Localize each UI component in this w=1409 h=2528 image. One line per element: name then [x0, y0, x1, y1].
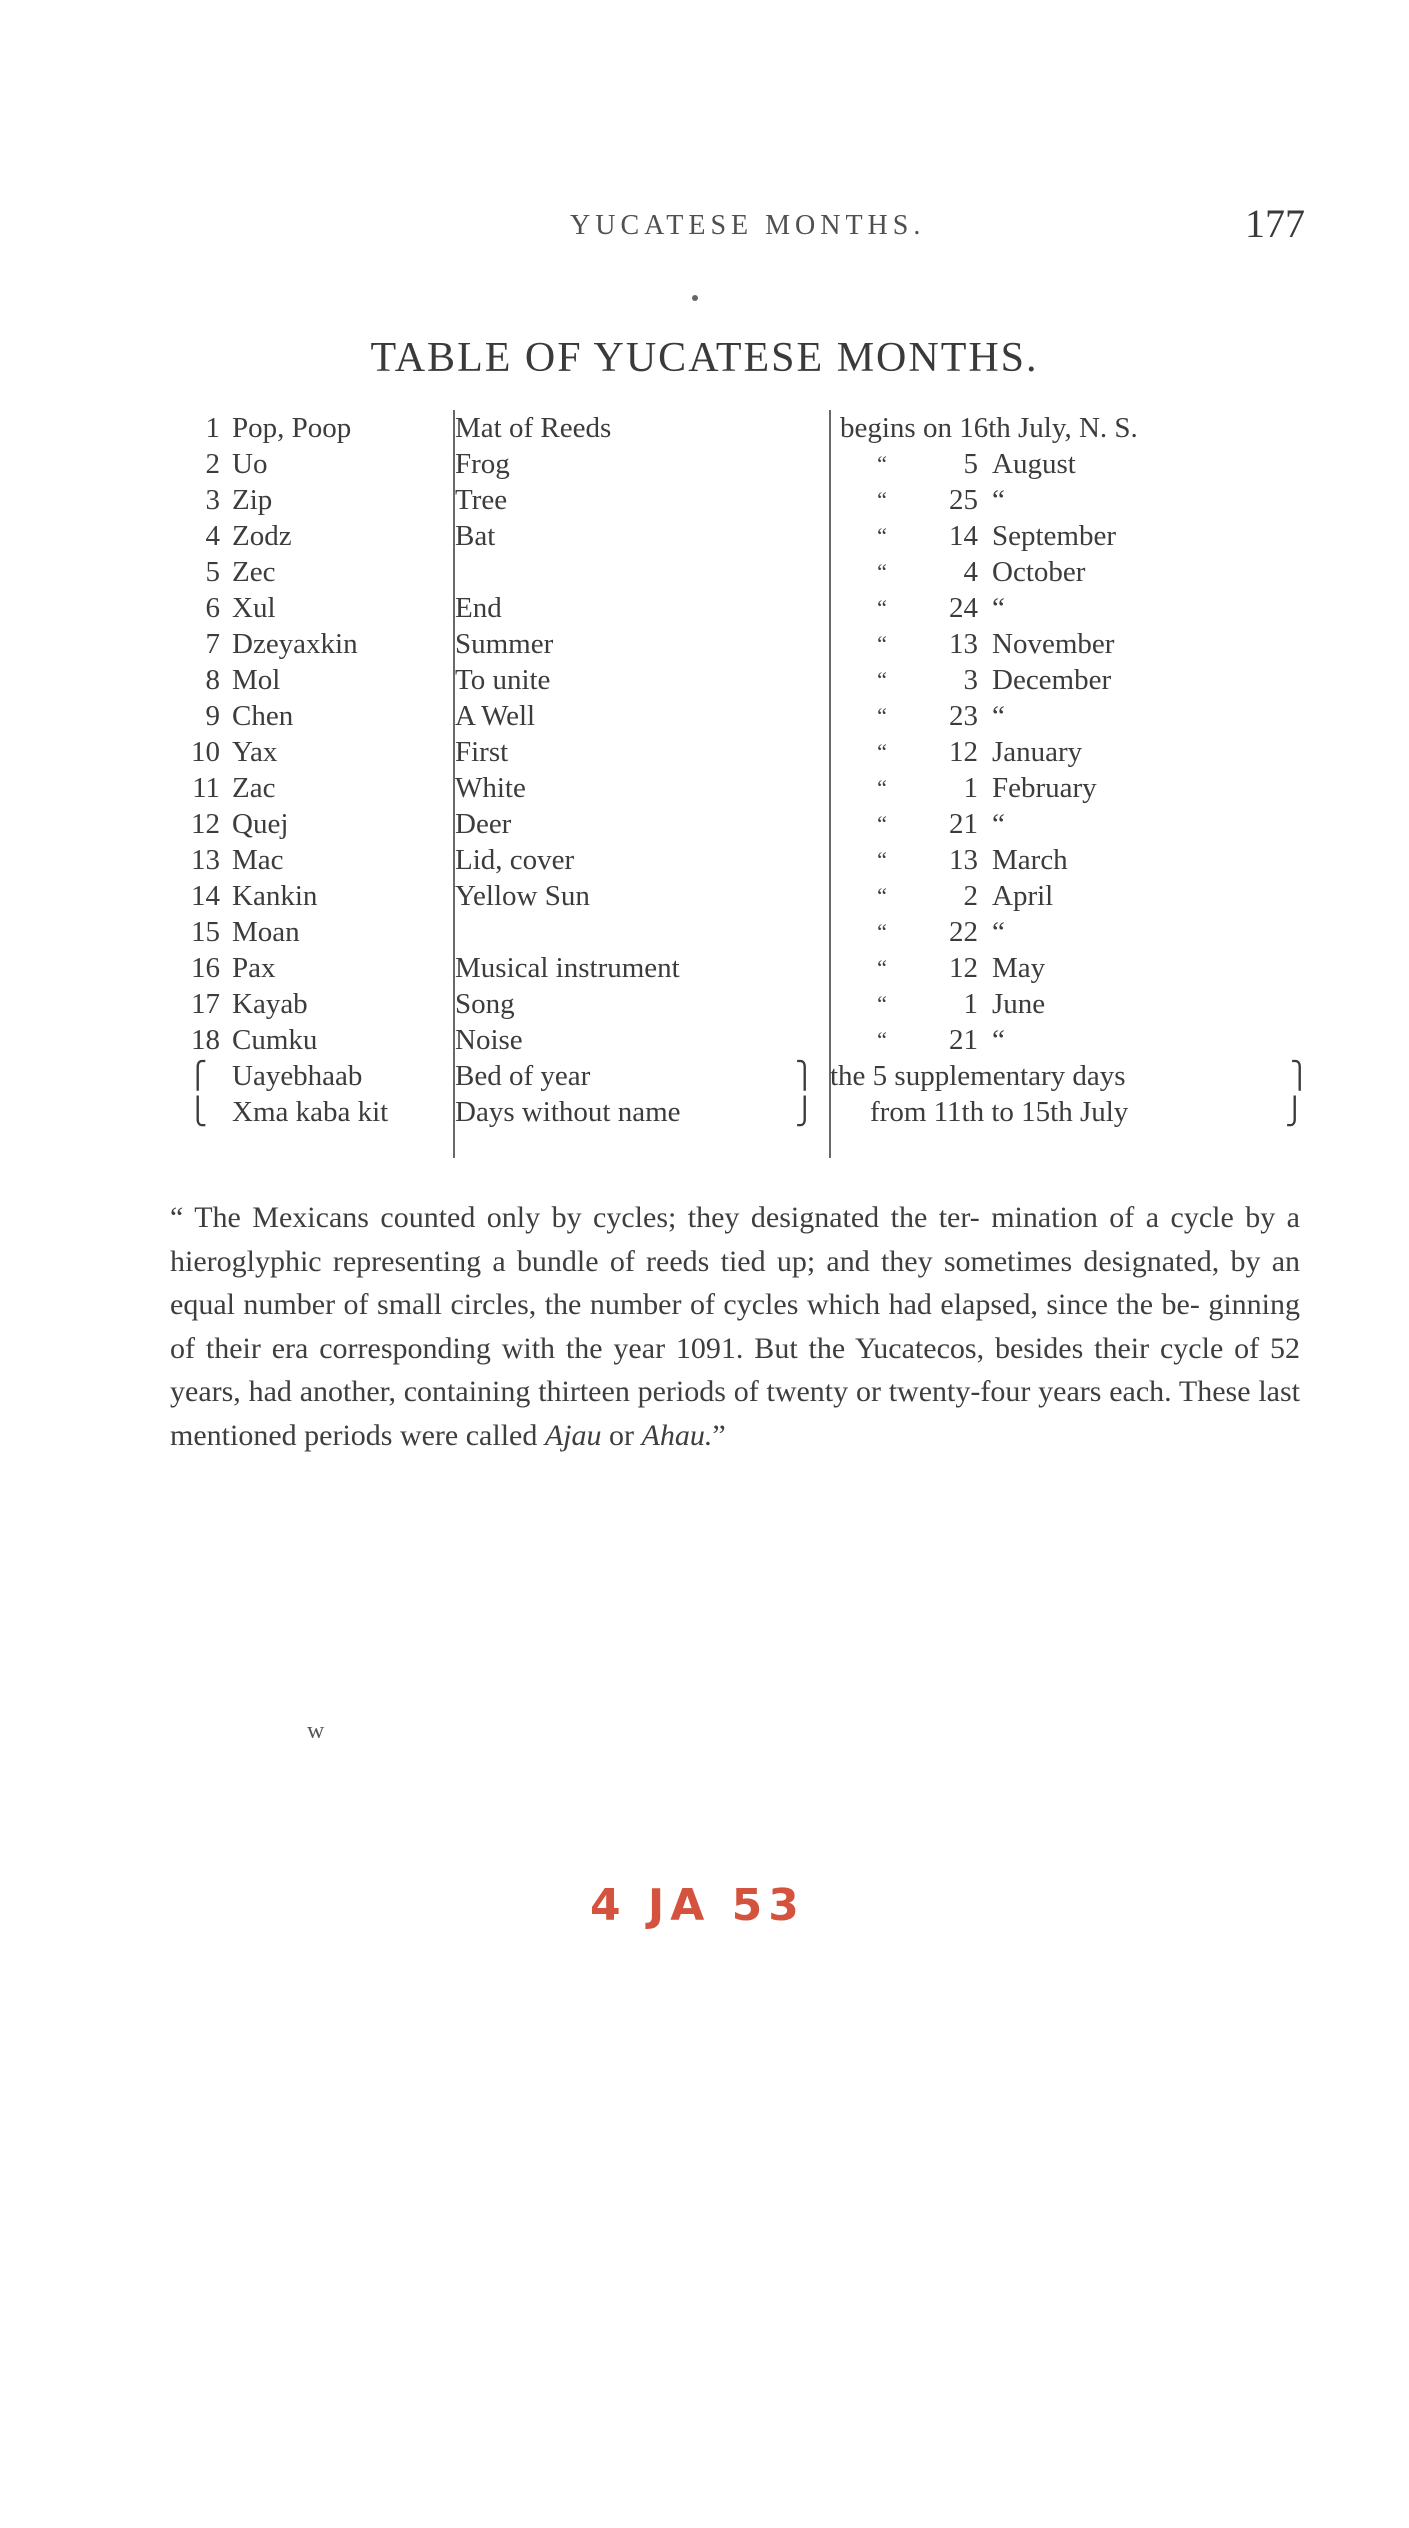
month-number: 10	[191, 736, 220, 768]
month-name: Yax	[232, 736, 278, 768]
start-month: “	[992, 592, 1005, 624]
table-title: TABLE OF YUCATESE MONTHS.	[370, 335, 1039, 381]
month-meaning: Yellow Sun	[455, 880, 590, 912]
start-month: January	[992, 736, 1083, 768]
start-month: December	[992, 664, 1112, 696]
month-meaning: Lid, cover	[455, 844, 575, 876]
month-name: Moan	[232, 916, 300, 948]
month-name: Dzeyaxkin	[232, 628, 358, 660]
month-name: Zip	[232, 484, 273, 516]
brace-mark: ⎭	[1285, 1097, 1305, 1126]
start-month: May	[992, 952, 1046, 984]
month-name: Kankin	[232, 880, 318, 912]
month-number: 11	[192, 772, 220, 804]
ditto-mark: “	[877, 451, 889, 476]
table-row	[180, 842, 1300, 878]
table-row	[180, 698, 1300, 734]
table-row	[180, 770, 1300, 806]
start-month: March	[992, 844, 1068, 876]
running-head: YUCATESE MONTHS.	[570, 210, 926, 241]
month-meaning: A Well	[455, 700, 536, 732]
start-day: 13	[949, 628, 978, 660]
month-name: Pax	[232, 952, 276, 984]
paragraph-text: “ The Mexicans counted only by cycles; they designated the ter- mination of a cycle by a hieroglyphic representing a bundle of reeds tied up; and they sometimes designated, by an equal number of small circles, the number of cycles which had elapsed, since the be- ginning of their era corresponding with the year 1091. But the Yucatecos, besides their cycle of 52 years, had another, containing thirteen periods of twenty or twenty-four years each. These last mentioned periods were called Ajau or Ahau.”	[170, 1201, 1301, 1452]
month-number: 18	[191, 1024, 220, 1056]
month-number: 1	[205, 412, 220, 444]
table-row	[180, 806, 1300, 842]
ditto-mark: “	[877, 847, 889, 872]
brace-mark: ⎧	[188, 1061, 208, 1090]
month-number: 9	[205, 700, 220, 732]
quote-paragraph	[170, 1196, 1300, 1457]
month-meaning: Musical instrument	[455, 952, 680, 984]
supplementary-date: from 11th to 15th July	[870, 1096, 1129, 1128]
start-date: begins on 16th July, N. S.	[840, 412, 1138, 444]
month-number: 6	[205, 592, 220, 624]
start-day: 3	[963, 664, 978, 696]
ditto-mark: “	[877, 739, 889, 764]
supplementary-row	[180, 1058, 1310, 1094]
month-number: 4	[205, 520, 220, 552]
start-day: 21	[949, 808, 978, 840]
start-day: 12	[949, 952, 978, 984]
page-number: 177	[1245, 201, 1305, 246]
month-number: 12	[191, 808, 220, 840]
brace-mark: ⎭	[795, 1097, 815, 1126]
start-day: 25	[949, 484, 978, 516]
month-number: 15	[191, 916, 220, 948]
month-meaning: Mat of Reeds	[455, 412, 612, 444]
ditto-mark: “	[877, 955, 889, 980]
ditto-mark: “	[877, 595, 889, 620]
start-month: November	[992, 628, 1115, 660]
italic-term-ajau: Ajau	[544, 1418, 602, 1452]
ditto-mark: “	[877, 559, 889, 584]
month-name: Zac	[232, 772, 276, 804]
table-row	[180, 518, 1300, 554]
start-day: 22	[949, 916, 978, 948]
table-row	[180, 734, 1300, 770]
month-meaning: White	[455, 772, 526, 804]
start-day: 2	[963, 880, 978, 912]
brace-mark: ⎫	[795, 1061, 815, 1090]
month-name: Cumku	[232, 1024, 318, 1056]
table-row	[180, 662, 1300, 698]
month-meaning: To unite	[455, 664, 551, 696]
table-row	[180, 914, 1300, 950]
table-row	[180, 482, 1300, 518]
month-number: 3	[205, 484, 220, 516]
month-meaning: Song	[455, 988, 515, 1020]
month-number: 14	[191, 880, 220, 912]
month-meaning: Tree	[455, 484, 508, 516]
supplementary-meaning: Days without name	[455, 1096, 681, 1128]
ditto-mark: “	[877, 775, 889, 800]
month-name: Mac	[232, 844, 284, 876]
ditto-mark: “	[877, 703, 889, 728]
start-day: 5	[963, 448, 978, 480]
month-name: Xul	[232, 592, 276, 624]
month-number: 2	[205, 448, 220, 480]
month-number: 17	[191, 988, 220, 1020]
ditto-mark: “	[877, 991, 889, 1016]
month-name: Uo	[232, 448, 268, 480]
months-table	[180, 410, 1310, 1130]
start-day: 14	[949, 520, 978, 552]
month-name: Zec	[232, 556, 276, 588]
month-meaning: End	[455, 592, 502, 624]
start-month: “	[992, 484, 1005, 516]
start-month: September	[992, 520, 1117, 552]
table-row	[180, 878, 1300, 914]
table-row	[180, 410, 1300, 446]
library-stamp: 4 JA 53	[590, 1880, 805, 1931]
table-row	[180, 626, 1300, 662]
table-row	[180, 554, 1300, 590]
ditto-mark: “	[877, 883, 889, 908]
month-name: Chen	[232, 700, 294, 732]
supplementary-name: Xma kaba kit	[232, 1096, 389, 1128]
start-day: 1	[963, 772, 978, 804]
start-day: 1	[963, 988, 978, 1020]
month-meaning: Bat	[455, 520, 496, 552]
supplementary-meaning: Bed of year	[455, 1060, 591, 1092]
table-row	[180, 1022, 1300, 1058]
start-month: “	[992, 808, 1005, 840]
start-month: “	[992, 700, 1005, 732]
start-day: 21	[949, 1024, 978, 1056]
supplementary-row	[180, 1094, 1305, 1130]
ditto-mark: “	[877, 487, 889, 512]
brace-mark: ⎩	[188, 1097, 208, 1126]
month-name: Quej	[232, 808, 289, 840]
start-month: April	[992, 880, 1054, 912]
month-meaning: Frog	[455, 448, 510, 480]
decorative-dot	[692, 295, 698, 301]
ditto-mark: “	[877, 919, 889, 944]
ditto-mark: “	[877, 1027, 889, 1052]
ditto-mark: “	[877, 811, 889, 836]
month-number: 7	[205, 628, 220, 660]
table-row	[180, 950, 1300, 986]
month-name: Pop, Poop	[232, 412, 352, 444]
start-day: 12	[949, 736, 978, 768]
month-name: Zodz	[232, 520, 292, 552]
start-day: 23	[949, 700, 978, 732]
italic-term-ahau: Ahau.	[641, 1418, 713, 1452]
month-number: 8	[205, 664, 220, 696]
start-month: August	[992, 448, 1076, 480]
start-day: 4	[963, 556, 978, 588]
start-month: October	[992, 556, 1086, 588]
month-number: 5	[205, 556, 220, 588]
month-number: 13	[191, 844, 220, 876]
start-month: June	[992, 988, 1046, 1020]
ditto-mark: “	[877, 631, 889, 656]
month-meaning: Deer	[455, 808, 512, 840]
start-month: “	[992, 916, 1005, 948]
ditto-mark: “	[877, 523, 889, 548]
month-number: 16	[191, 952, 220, 984]
start-month: February	[992, 772, 1097, 804]
start-day: 24	[949, 592, 978, 624]
table-row	[180, 986, 1300, 1022]
month-name: Kayab	[232, 988, 308, 1020]
supplementary-date: the 5 supplementary days	[830, 1060, 1126, 1092]
table-row	[180, 446, 1300, 482]
signature-mark: w	[307, 1718, 325, 1744]
start-day: 13	[949, 844, 978, 876]
month-meaning: Summer	[455, 628, 554, 660]
supplementary-name: Uayebhaab	[232, 1060, 363, 1092]
table-row	[180, 590, 1300, 626]
brace-mark: ⎫	[1290, 1061, 1310, 1090]
month-meaning: First	[455, 736, 509, 768]
month-meaning: Noise	[455, 1024, 523, 1056]
ditto-mark: “	[877, 667, 889, 692]
start-month: “	[992, 1024, 1005, 1056]
month-name: Mol	[232, 664, 281, 696]
